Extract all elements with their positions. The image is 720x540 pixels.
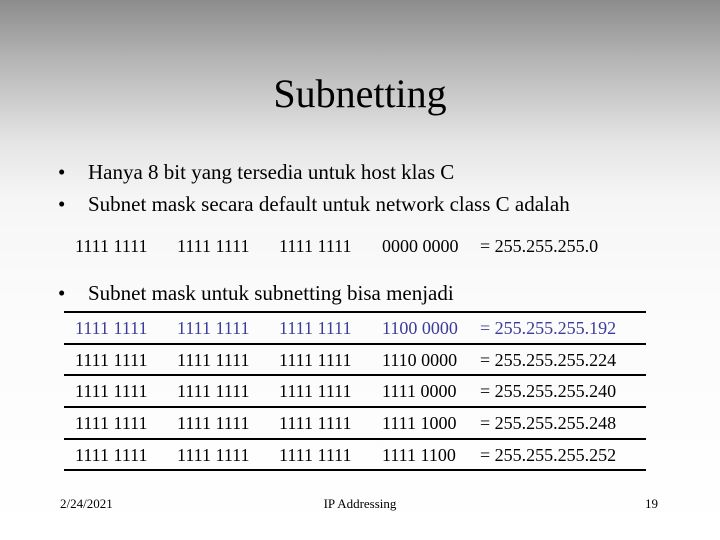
row-separator [64,469,646,471]
row-separator [64,406,646,408]
table-row [0,314,720,342]
row-separator [64,438,646,440]
mask-decimal: = 255.255.255.240 [480,381,617,401]
bullet-dot: • [58,160,66,184]
footer-title: IP Addressing [323,496,397,511]
page-number: 19 [645,496,658,511]
table-row [0,377,720,405]
mask-decimal: = 255.255.255.192 [480,318,617,338]
mask-octet: 1111 1111 [177,318,250,338]
footer-date: 2/24/2021 [60,496,113,511]
mask-octet: 1110 0000 [382,350,458,370]
mask-octet: 1111 1111 [279,318,352,338]
mask-octet: 1111 1111 [177,413,250,433]
bullet-text: Subnet mask secara default untuk network class C adalah [88,192,570,216]
row-separator [64,343,646,345]
mask-octet: 1111 1111 [177,381,250,401]
mask-octet: 0000 0000 [382,236,459,256]
mask-octet: 1100 0000 [382,318,458,338]
mask-decimal: = 255.255.255.252 [480,445,617,465]
bullet-dot: • [58,192,66,216]
mask-octet: 1111 1111 [75,350,148,370]
mask-octet: 1111 1111 [279,381,352,401]
mask-decimal: = 255.255.255.0 [480,236,599,256]
mask-octet: 1111 1111 [75,445,148,465]
table-row [0,409,720,437]
mask-octet: 1111 1111 [75,381,148,401]
bullet-dot: • [58,281,66,305]
default-mask-row [0,232,720,260]
mask-octet: 1111 1000 [382,413,457,433]
mask-octet: 1111 1111 [75,318,148,338]
mask-octet: 1111 1111 [177,445,250,465]
row-separator [64,374,646,376]
bullet-text: Subnet mask untuk subnetting bisa menjadi [88,281,454,305]
row-separator [64,311,646,313]
slide-title: Subnetting [273,71,447,116]
table-row [0,346,720,374]
mask-octet: 1111 1111 [279,236,352,256]
mask-octet: 1111 1111 [75,236,148,256]
table-row [0,441,720,469]
mask-octet: 1111 1111 [279,445,352,465]
mask-decimal: = 255.255.255.224 [480,350,617,370]
mask-decimal: = 255.255.255.248 [480,413,617,433]
mask-octet: 1111 1111 [279,350,352,370]
bullet-text: Hanya 8 bit yang tersedia untuk host klas C [88,160,455,184]
mask-octet: 1111 1111 [177,350,250,370]
mask-octet: 1111 1111 [177,236,250,256]
mask-octet: 1111 1100 [382,445,456,465]
mask-octet: 1111 0000 [382,381,457,401]
mask-octet: 1111 1111 [75,413,148,433]
mask-octet: 1111 1111 [279,413,352,433]
